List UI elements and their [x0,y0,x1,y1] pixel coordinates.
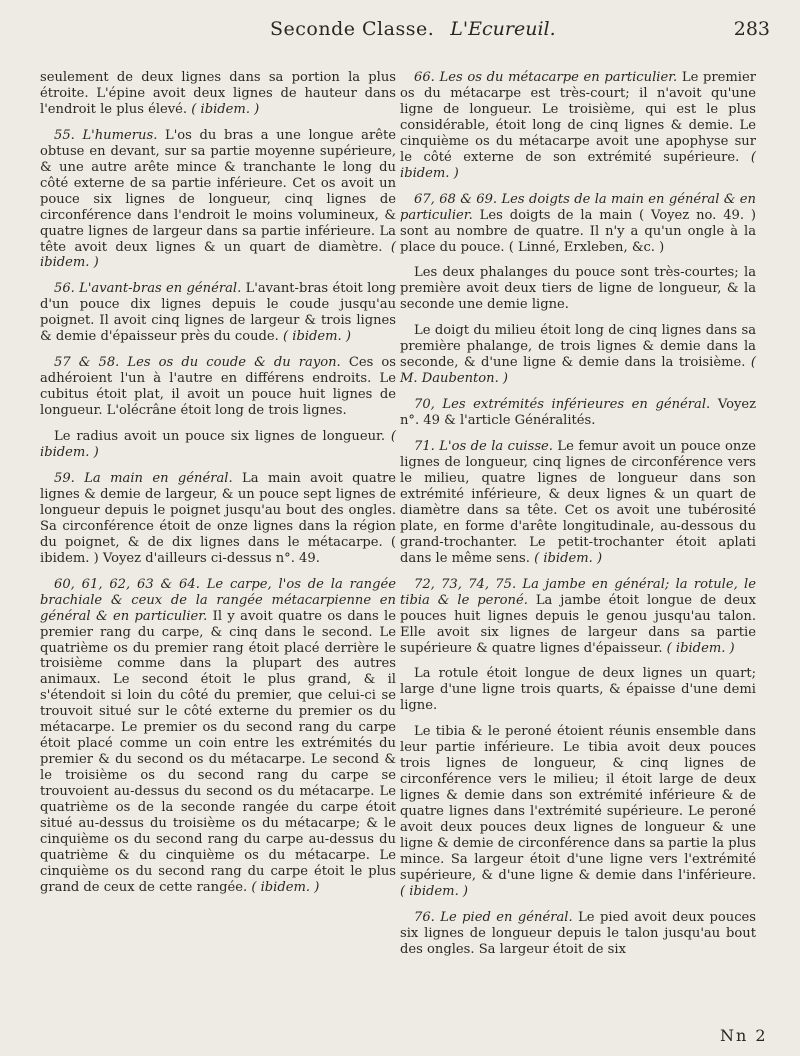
paragraph-text: Les deux phalanges du pouce sont très-courtes; la première avoit deux tiers de ligne de longueur, & la seconde une demie ligne. [400,265,756,313]
paragraph-reference: ( M. Daubenton. ) [400,355,756,387]
paragraph-text: La main avoit quatre lignes & demie de largeur, & un pouce sept lignes de longueur depuis le poignet jusqu'au bout des ongles. Sa circonférence étoit de onze lignes dans la région du poignet, & de dix lignes dans le métacarpe. ( ibidem. ) Voyez d'ailleurs ci-dessus n°. 49. [40,470,396,566]
paragraph-title: 66. Les os du métacarpe en particulier. [414,70,678,85]
paragraph-text: Le pied avoit deux pouces six lignes de longueur depuis le talon jusqu'au bout des ongles. Sa largeur étoit de six [400,909,757,957]
paragraph-reference: ( ibidem. ) [191,101,260,117]
page-number: 283 [733,18,770,40]
paragraph [40,429,396,461]
paragraph-text: Voyez n°. 49 & l'article Généralités. [400,397,756,429]
paragraph-title: 59. La main en général. [54,470,233,486]
right-column [400,70,756,968]
paragraph-title: 76. Le pied en général. [414,909,573,925]
paragraph-text: Le tibia & le peroné étoient réunis ensemble dans leur partie inférieure. Le tibia avoit deux pouces trois lignes de longueur, & cinq lignes de circonférence vers le milieu; il étoit large de deux lignes & demie dans son extrémité inférieure & de quatre lignes dans l'extrémité supérieure. Le peroné avoit deux pouces deux lignes de longueur & une ligne & demie de circonférence dans sa partie la plus mince. Sa largeur étoit d'une ligne vers l'extrémité supérieure, & d'une ligne & demie dans l'inférieure. [400,724,756,883]
paragraph-text: Le femur avoit un pouce onze lignes de longueur, cinq lignes de circonférence vers le milieu, quatre lignes de longueur dans son extrémité inférieure, & deux lignes & un quart de diamètre dans sa tête. Cet os avoit une tubérosité plate, en forme d'arête longitudinale, au-dessous du grand-trochanter. Le petit-trochanter étoit aplati dans le même sens. [400,439,756,566]
paragraph-title: 55. L'humerus. [54,127,158,143]
paragraph-text: Le radius avoit un pouce six lignes de longueur. [54,429,385,445]
paragraph-reference: ( ibidem. ) [534,550,603,566]
paragraph [40,577,396,896]
paragraph-reference: ( ibidem. ) [400,149,756,181]
paragraph [40,70,396,118]
paragraph-text: L'avant-bras étoit long d'un pouce dix lignes depuis le coude jusqu'au poignet. Il avoit cinq lignes de largeur & trois lignes & demie d'épaisseur près du coude. [40,281,396,345]
paragraph-title: 60, 61, 62, 63 & 64. Le carpe, l'os de la rangée brachiale & ceux de la rangée métacarpienne en général & en particulier. [40,576,396,624]
left-column [40,70,396,906]
paragraph-text: La jambe étoit longue de deux pouces huit lignes depuis le genou jusqu'au talon. Elle avoit six lignes de largeur dans sa partie supérieure & quatre lignes d'épaisseur. [400,592,756,656]
paragraph-reference: ( ibidem. ) [251,879,320,895]
paragraph-text: Les doigts de la main ( Voyez no. 49. ) sont au nombre de quatre. Il n'y a qu'un ongle à la place du pouce. ( Linné, Erxleben, &c. ) [400,207,757,255]
paragraph-text: Il y avoit quatre os dans le premier rang du carpe, & cinq dans le second. Le quatrième os du premier rang étoit placé derrière le troisième comme dans la plupart des autres animaux. Le second étoit le plus grand, & il s'étendoit si loin du côté du premier, que celui-ci se trouvoit situé sur le côté externe du premier os du métacarpe. Le premier os du second rang du carpe étoit placé comme un coin entre les extrémités du premier & du second os du métacarpe. Le second & le troisième os du second rang du carpe se trouvoient au-dessus du second os du métacarpe. Le quatrième os de la seconde rangée du carpe étoit situé au-dessus du troisième os du métacarpe; & le cinquième os du second rang du carpe au-dessus du quatrième & du cinquième os du métacarpe. Le cinquième os du second rang du carpe étoit le plus grand de ceux de cette rangée. [40,608,396,895]
section-title: Seconde Classe. [270,18,435,40]
paragraph-title: 71. L'os de la cuisse. [414,439,553,455]
paragraph-text: Le premier os du métacarpe est très-court; il n'avoit qu'une ligne de longueur. Le troisième, qui est le plus considérable, étoit long de cinq lignes & demie. Le cinquième os du métacarpe avoit une apophyse sur le côté externe de son extrémité supérieure. [400,70,756,165]
paragraph-text: La rotule étoit longue de deux lignes un quart; large d'une ligne trois quarts, & épaisse d'une demi ligne. [400,666,756,714]
paragraph [40,471,396,567]
paragraph-reference: ( ibidem. ) [40,239,396,271]
paragraph [400,439,756,567]
paragraph [400,910,756,958]
paragraph [400,577,756,657]
signature-mark: Nn 2 [720,1026,768,1045]
paragraph-title: 56. L'avant-bras en général. [54,281,242,297]
paragraph [400,265,756,313]
paragraph-title: 72, 73, 74, 75. La jambe en général; la rotule, le tibia & le peroné. [400,576,756,608]
paragraph-title: 67, 68 & 69. Les doigts de la main en général & en particulier. [400,191,756,223]
paragraph-title: 70, Les extrémités inférieures en général. [414,397,711,413]
paragraph-reference: ( ibidem. ) [282,329,351,345]
paragraph [400,724,756,899]
paragraph [40,128,396,272]
paragraph [40,355,396,419]
paragraph-text: Le doigt du milieu étoit long de cinq lignes dans sa première phalange, de trois lignes & demie dans la seconde, & d'une ligne & demie dans la troisième. [400,323,756,371]
paragraph-text: L'os du bras a une longue arête obtuse en devant, sur sa partie moyenne supérieure, & une autre arête mince & tranchante le long du côté externe de sa partie inférieure. Cet os avoit un pouce six lignes de longueur, cinq lignes de circonférence dans l'endroit le moins volumineux, & quatre lignes de largeur dans sa partie inférieure. La tête avoit deux lignes & un quart de diamètre. [40,127,396,255]
paragraph-title: 57 & 58. Les os du coude & du rayon. [54,355,341,371]
subject-title: L'Ecureuil. [450,18,556,40]
paragraph-reference: ( ibidem. ) [400,883,469,899]
paragraph [400,323,756,387]
paragraph [40,281,396,345]
paragraph-text: Ces os adhéroient l'un à l'autre en différens endroits. Le cubitus étoit plat, il avoit un pouce huit lignes de longueur. L'olécrâne étoit long de trois lignes. [40,355,396,419]
paragraph-reference: ( ibidem. ) [40,429,396,461]
running-head [270,18,770,40]
paragraph [400,397,756,429]
paragraph-text: seulement de deux lignes dans sa portion la plus étroite. L'épine avoit deux lignes de hauteur dans l'endroit le plus élevé. [40,70,396,117]
paragraph [400,70,756,182]
paragraph [400,666,756,714]
paragraph-reference: ( ibidem. ) [666,640,735,656]
paragraph [400,192,756,256]
